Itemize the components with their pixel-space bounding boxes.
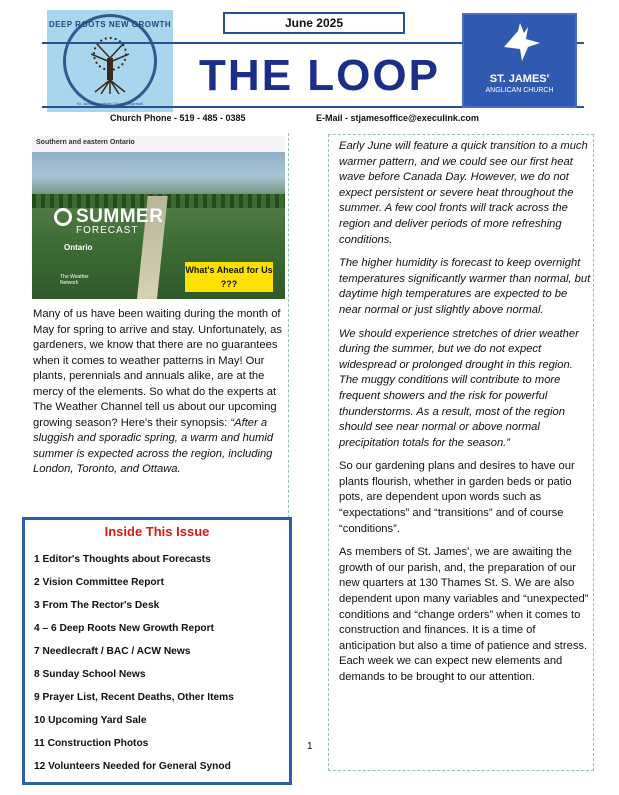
contents-item: 2 Vision Committee Report	[34, 577, 165, 588]
st-james-logo	[462, 13, 577, 108]
inside-this-issue-box	[22, 517, 292, 785]
article-paragraph: Early June will feature a quick transition to a much warmer pattern, and we could see our first heat wave before Canada Day. However, we do not expect persistent or severe heat throughout the summer. A few cool fronts will track across the region and deliver periods of more refreshing conditions.	[339, 140, 588, 246]
newsletter-title: THE LOOP	[199, 51, 440, 100]
article-paragraph: We should experience stretches of drier weather during the summer, but we do not expect widespread or prolonged drought in this region. The muggy conditions will contribute to more frequent showers and the risk for powerful thunderstorms. As a result, most of the region should see near normal or above normal precipitation totals for the season.”	[339, 327, 579, 449]
intro-paragraph	[33, 307, 288, 478]
contents-item: 12 Volunteers Needed for General Synod	[34, 761, 231, 772]
hero-forecast-text: FORECAST	[76, 225, 139, 236]
dove-icon	[500, 21, 544, 69]
deep-roots-logo	[47, 10, 173, 112]
contents-item: 1 Editor's Thoughts about Forecasts	[34, 554, 211, 565]
contents-item: 11 Construction Photos	[34, 738, 149, 749]
contents-item: 10 Upcoming Yard Sale	[34, 715, 147, 726]
contents-item: 7 Needlecraft / BAC / ACW News	[34, 646, 191, 657]
contents-item: 3 From The Rector's Desk	[34, 600, 160, 611]
article-paragraph: So our gardening plans and desires to have our plants flourish, whether in garden beds or patio pots, are dependent upon words such as “expectations” and “transitions” and of course “conditions”.	[339, 460, 575, 535]
article-paragraph: As members of St. James', we are awaiting the growth of our parish, and, the preparation of our new quarters at 130 Thames St. S. We are also dependent upon many variables and “unexpected” conditions and “change orders” when it comes to construction and finances. It is a time of anticipation but also a time of patience and stress. Each week we can expect new elements and demands to be brought to our attention.	[339, 546, 589, 683]
hero-banner: What's Ahead for Us ???	[185, 262, 273, 292]
hero-caption: Southern and eastern Ontario	[36, 139, 135, 146]
logo-ring-subtext: St. James' Anglican Church, Ingersoll	[76, 101, 144, 106]
hero-region: Ontario	[64, 243, 93, 252]
church-subtitle: ANGLICAN CHURCH	[485, 87, 554, 94]
contents-item: 8 Sunday School News	[34, 669, 146, 680]
intro-text: Many of us have been waiting during the month of May for spring to arrive and stay. Unfortunately, as gardeners, we know that there are no guarantees when it comes to weather patterns in May! Our plants, perennials and annuals alike, are at the mercy of the elements. So what do the experts at The Weather Channel tell us about our upcoming growing season? Here's their synopsis:	[33, 308, 282, 429]
page-number: 1	[307, 741, 313, 752]
church-name: ST. JAMES'	[489, 73, 550, 85]
weather-network-logo: The Weather Network	[60, 274, 89, 286]
forecast-quote: “After a sluggish and sporadic spring, a warm and humid summer is expected across the region, including London, Toronto, and Ottawa.	[33, 416, 274, 475]
logo-ring-text: DEEP ROOTS NEW GROWTH	[48, 20, 172, 29]
left-column	[30, 133, 289, 523]
article-body	[339, 139, 591, 694]
church-phone: Church Phone - 519 - 485 - 0385	[110, 113, 246, 123]
sun-icon	[54, 208, 72, 226]
tree-icon	[77, 36, 143, 96]
right-column	[328, 134, 594, 771]
summer-forecast-image	[32, 136, 285, 299]
contents-list	[34, 553, 289, 783]
issue-date: June 2025	[223, 12, 405, 34]
church-email: E-Mail - stjamesoffice@execulink.com	[316, 113, 479, 123]
article-paragraph: The higher humidity is forecast to keep overnight temperatures significantly warmer than normal, but daytime high temperatures are expected to be near normal or just slightly above normal.	[339, 257, 591, 316]
hero-summer-text: SUMMER	[76, 206, 164, 227]
contents-item: 4 – 6 Deep Roots New Growth Report	[34, 623, 215, 634]
inside-title: Inside This Issue	[104, 524, 210, 539]
contents-item: 9 Prayer List, Recent Deaths, Other Items	[34, 692, 234, 703]
